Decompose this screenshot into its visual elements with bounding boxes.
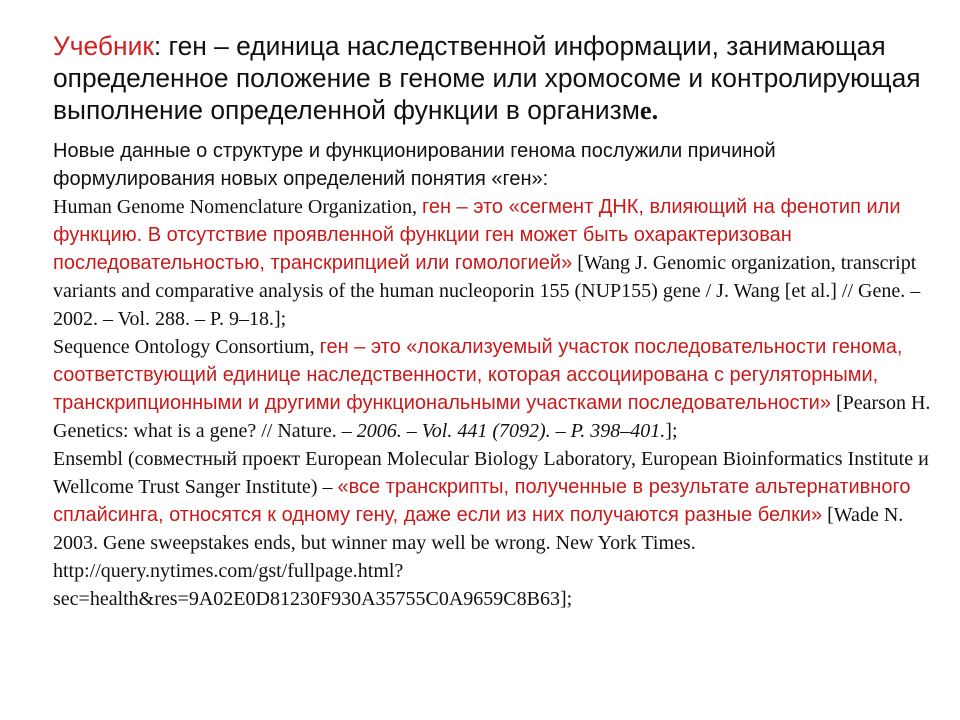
so-ref-italic: 2006. – Vol. 441 (7092). – P. 398–401. (356, 420, 666, 442)
ensembl-url-line2: sec=health&res=9A02E0D81230F930A35755C0A9659C8B63 (53, 588, 560, 610)
ensembl-org: Ensembl (совместный проект European Molecular Biology Laboratory, European Bioinformatics Institute и Wellcome Trust Sanger Institute) – (53, 448, 929, 498)
ensembl-ref: [Wade N. 2003. Gene sweepstakes ends, but winner may well be wrong. New York Times. (53, 504, 904, 554)
new-data-intro: Новые данные о структуре и функционировании генома послужили причиной формулирования новых определений понятия «ген»: (53, 140, 776, 190)
hgno-org: Human Genome Nomenclature Organization, (53, 196, 422, 218)
textbook-definition (53, 30, 933, 126)
ensembl-ref-end: ]; (559, 588, 573, 610)
so-ref-end: ]; (665, 420, 678, 442)
hgno-ref: [Wang J. Genomic organization, transcript variants and comparative analysis of the human nucleoporin 155 (NUP155) gene / J. Wang [et al.] // Gene. – 2002. – Vol. 288. – P. 9–18.]; (53, 252, 921, 330)
hgno-quote: ген – это «сегмент ДНК, влияющий на фенотип или функцию. В отсутствие проявленной функции ген может быть охарактеризован последовательностью, транскрипцией или гомологией» (53, 196, 901, 274)
textbook-definition-text: : ген – единица наследственной информации, занимающая определенное положение в геноме или хромосоме и контролирующая выполнение определенной функции в организм (53, 31, 921, 125)
textbook-label: Учебник (53, 31, 154, 61)
ensembl-quote: «все транскрипты, полученные в результате альтернативного сплайсинга, относятся к одному гену, даже если из них получаются разные белки» (53, 476, 911, 526)
so-org: Sequence Ontology Consortium, (53, 336, 320, 358)
ensembl-url-line1: http://query.nytimes.com/gst/fullpage.html? (53, 560, 404, 582)
hgno-definition (53, 193, 933, 333)
definitions-body (53, 137, 933, 613)
so-definition (53, 333, 933, 445)
so-quote: ген – это «локализуемый участок последовательности генома, соответствующий единице наследственности, которая ассоциирована с регуляторными, транскрипционными и другими функциональными участками последовательности» (53, 336, 903, 414)
so-ref: [Pearson H. Genetics: what is a gene? // Nature. – (53, 392, 931, 442)
ensembl-definition (53, 445, 933, 613)
textbook-last-letter: е. (639, 95, 659, 125)
